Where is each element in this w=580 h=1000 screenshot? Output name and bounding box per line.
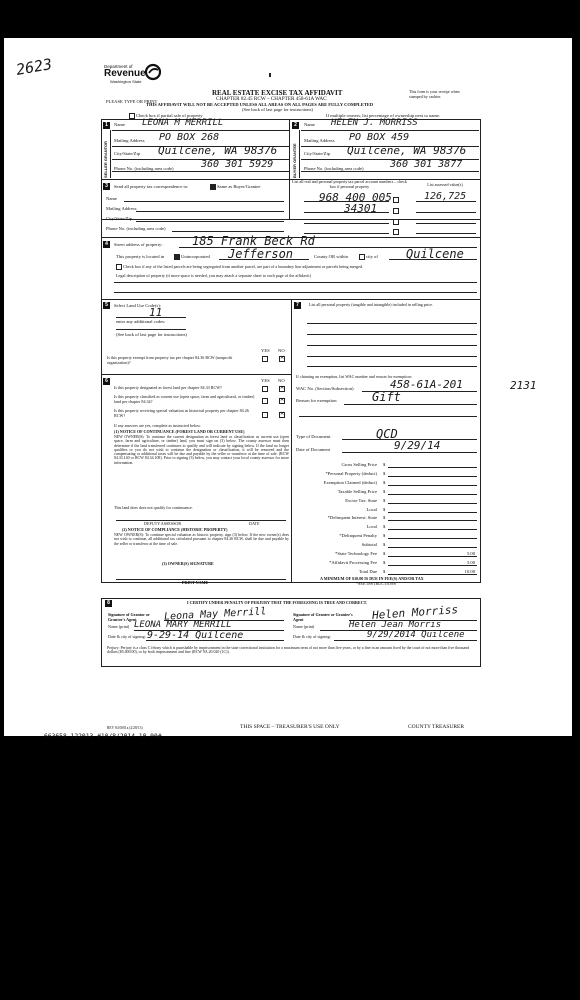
dollar-sign: $ bbox=[383, 533, 386, 539]
stray-mark bbox=[269, 73, 271, 77]
exemption-claim-label: If claiming an exemption, list WAC number and reason for exemption: bbox=[296, 374, 412, 379]
fee-label: Exemption Claimed (deduct) bbox=[323, 479, 377, 485]
grantor-print-name: LEONA MARY MERRILL bbox=[134, 620, 232, 630]
fee-label: Subtotal bbox=[361, 542, 377, 548]
qualify-text: This land does does not qualify for continuance. bbox=[114, 505, 193, 510]
historic-question: Is this property receiving special valuation as historical property per chapter 84.26 RCW? bbox=[114, 408, 249, 418]
sec3-mailing-label: Mailing Address bbox=[106, 206, 137, 211]
doc-date: 9/29/14 bbox=[394, 439, 441, 452]
dollar-sign: $ bbox=[383, 462, 386, 467]
assessed-value-1: 126,725 bbox=[424, 191, 467, 202]
dollar-sign: $ bbox=[383, 551, 386, 556]
personal-property-label: List all personal property (tangible and intangible) included in selling price. bbox=[309, 302, 434, 307]
parcel-number-2: 34301 bbox=[344, 202, 378, 215]
buyer-side-label: BUYER GRANTEE bbox=[292, 143, 297, 178]
doc-type: QCD bbox=[376, 427, 398, 441]
section-1-number: 1 bbox=[103, 122, 110, 129]
seller-city: Quilcene, WA 98376 bbox=[158, 144, 278, 157]
owner-signature-label: (3) OWNER(S) SIGNATURE bbox=[162, 561, 214, 566]
parcel-pp-box-1[interactable] bbox=[393, 197, 399, 203]
fee-row bbox=[302, 498, 477, 506]
dollar-sign: $ bbox=[383, 559, 386, 565]
assessed-header: List assessed value(s) bbox=[427, 182, 463, 187]
buyer-name: HELEN J. MORRISS bbox=[331, 118, 418, 128]
historic-yes-box[interactable] bbox=[262, 412, 268, 418]
fee-label: Total Due bbox=[358, 568, 377, 574]
city-of-label: city of bbox=[366, 254, 378, 260]
assessor-date-label: DATE bbox=[249, 521, 260, 526]
unincorporated-label: Unincorporated bbox=[181, 254, 210, 260]
parcel-pp-box-2[interactable] bbox=[393, 208, 399, 214]
seller-mailing: PO BOX 268 bbox=[159, 132, 220, 143]
county-treasurer-label: COUNTY TREASURER bbox=[408, 724, 465, 730]
grantee-print-name: Helen Jean Morris bbox=[349, 620, 442, 630]
grantor-date-city: 9-29-14 Quilcene bbox=[147, 630, 244, 641]
agency-line2: Revenue bbox=[104, 68, 146, 79]
perjury-text: Perjury: Perjury is a class C felony which is punishable by imprisonment in the state correctional institution for a maximum term of not more than five years, or by a fine in an amount fixed by the court of not more than five thousand dollars ($5,000.00), or by both imprisonment and fine (RCW 9A.20.020 (1C)). bbox=[107, 646, 470, 655]
fee-row bbox=[302, 471, 477, 479]
current-use-question: Is this property classified as current use (open space, farm and agricultural, or timber) land per chapter 84.34? bbox=[114, 394, 255, 404]
buyer-city: Quilcene, WA 98376 bbox=[347, 144, 467, 157]
buyer-phone-label: Phone No. (including area code) bbox=[304, 166, 364, 171]
additional-codes-label: enter any additional codes: bbox=[116, 319, 166, 324]
dor-logo bbox=[104, 64, 164, 88]
grantee-date-label: Date & city of signing: bbox=[293, 634, 331, 639]
fee-value: 5.00 bbox=[466, 559, 475, 565]
grantee-sig-label: Signature of Grantee or Grantee's Agent bbox=[293, 612, 353, 622]
doc-type-label: Type of Document bbox=[296, 434, 331, 439]
fee-label: *Affidavit Processing Fee bbox=[329, 559, 377, 565]
sec6-instructions: If any answers are yes, complete as instructed below. bbox=[114, 423, 201, 428]
land-use-see-back: (See back of last page for instructions) bbox=[116, 332, 187, 337]
dollar-sign: $ bbox=[383, 542, 386, 548]
exempt-no-box[interactable]: ✕ bbox=[280, 356, 285, 361]
fee-label: *State Technology Fee bbox=[335, 551, 377, 556]
fee-label: *Delinquent Penalty bbox=[339, 533, 377, 539]
buyer-city-label: City/State/Zip bbox=[304, 151, 331, 156]
buyer-name-label: Name bbox=[304, 122, 315, 127]
agency-line1: Department of bbox=[104, 64, 133, 69]
notice2-title: (2) NOTICE OF COMPLIANCE (HISTORIC PROPERTY) bbox=[122, 527, 228, 532]
partial-sale-label: Check box if partial sale of property bbox=[136, 113, 203, 119]
buyer-mailing-label: Mailing Address bbox=[304, 138, 335, 143]
receipt-note: This form is your receipt when stamped by cashier. bbox=[409, 89, 460, 99]
sec3-city-label: City/State/Zip bbox=[106, 216, 133, 221]
notice2-body: NEW OWNER(S): To continue special valuation as historic property, sign (3) below. If the new owner(s) does not wish to continue, all additional tax calculated pursuant to chapter 84.26 RCW, shall be due and payable by the seller or transferor at the time of sale. bbox=[114, 533, 289, 546]
doc-date-label: Date of Document bbox=[296, 447, 330, 452]
parcel-pp-box-3[interactable] bbox=[393, 219, 399, 225]
fee-row bbox=[302, 489, 477, 497]
sec6-no-header: NO bbox=[278, 378, 285, 383]
recording-stamp: 663658 122013 #10/8/2014 10.00# bbox=[44, 733, 162, 740]
fee-row bbox=[302, 560, 477, 568]
legal-desc-label: Legal description of property (if more space is needed, you may attach a separate sheet to each page of the affidavit) bbox=[116, 273, 311, 278]
county-name: Jefferson bbox=[228, 247, 294, 261]
fee-row bbox=[302, 533, 477, 541]
unincorporated-check[interactable] bbox=[174, 254, 210, 260]
dollar-sign: $ bbox=[383, 479, 386, 485]
buyer-mailing: PO BOX 459 bbox=[349, 132, 410, 143]
print-name-label: PRINT NAME bbox=[182, 580, 209, 585]
agency-line3: Washington State bbox=[110, 79, 142, 84]
seller-city-label: City/State/Zip bbox=[114, 151, 141, 156]
notice1-title: (1) NOTICE OF CONTINUANCE (FOREST LAND OR CURRENT USE) bbox=[114, 429, 245, 434]
segregated-check[interactable] bbox=[116, 264, 363, 270]
historic-no-box[interactable]: ✕ bbox=[280, 412, 285, 417]
section-3-number: 3 bbox=[103, 183, 110, 190]
land-use-code: 11 bbox=[149, 306, 163, 319]
section-5-number: 5 bbox=[103, 302, 110, 309]
rev-number: REV 84 0001a (2/28/13) bbox=[107, 726, 143, 730]
minimum-due-note: A MINIMUM OF $10.00 IS DUE IN FEE(S) AND/OR TAX bbox=[320, 576, 424, 581]
see-instructions: (See back of last page for instructions) bbox=[242, 107, 313, 112]
exempt-yes-box[interactable] bbox=[262, 356, 268, 362]
fee-row bbox=[302, 515, 477, 523]
wac-number: 458-61A-201 bbox=[390, 378, 463, 391]
see-instructions-note: *SEE INSTRUCTIONS bbox=[356, 581, 396, 586]
affidavit-page bbox=[4, 38, 572, 740]
dollar-sign: $ bbox=[383, 506, 386, 512]
fee-label: Taxable Selling Price bbox=[337, 488, 377, 494]
fee-label: *Delinquent Interest: State bbox=[327, 515, 377, 521]
city-of-check[interactable] bbox=[359, 254, 378, 260]
seller-side-label: SELLER GRANTOR bbox=[103, 140, 108, 178]
section-2-number: 2 bbox=[292, 122, 299, 129]
sec3-name-label: Name bbox=[106, 196, 117, 201]
sec5-no-header: NO bbox=[278, 348, 285, 353]
fee-value: 5.00 bbox=[466, 551, 475, 556]
fee-label: Excise Tax: State bbox=[345, 497, 377, 503]
forest-yes-box[interactable] bbox=[262, 386, 268, 392]
send-correspondence-label: Send all property tax correspondence to: bbox=[114, 184, 189, 189]
seller-name: LEONA M MERRILL bbox=[142, 118, 224, 128]
exempt-question: Is this property exempt from property tax per chapter 84.36 RCW (nonprofit organization)? bbox=[107, 355, 233, 365]
buyer-phone: 360 301 3877 bbox=[390, 159, 463, 170]
grantee-date-city: 9/29/2014 Quilcene bbox=[367, 630, 465, 640]
wac-label: WAC No. (Section/Subsection) bbox=[296, 386, 354, 391]
sec5-yes-header: YES bbox=[261, 348, 270, 353]
same-as-buyer-check[interactable] bbox=[210, 184, 260, 190]
wac-margin-number: 2131 bbox=[510, 379, 537, 392]
city-name: Quilcene bbox=[406, 247, 464, 261]
dollar-sign: $ bbox=[383, 515, 386, 521]
certify-text: I CERTIFY UNDER PENALTY OF PERJURY THAT THE FOREGOING IS TRUE AND CORRECT. bbox=[187, 600, 368, 605]
street-address: 185 Frank Beck Rd bbox=[192, 234, 315, 248]
parcel-number-1: 968 400 005 bbox=[319, 191, 392, 204]
current-use-yes-box[interactable] bbox=[262, 398, 268, 404]
same-as-buyer-label: Same as Buyer/Grantee bbox=[217, 184, 261, 190]
form-title: REAL ESTATE EXCISE TAX AFFIDAVIT bbox=[212, 89, 343, 97]
dollar-sign: $ bbox=[383, 524, 386, 530]
fee-row bbox=[302, 551, 477, 559]
grantee-signature: Helen Morriss bbox=[371, 603, 459, 622]
located-label: This property is located in bbox=[116, 254, 165, 259]
section-7-number: 7 bbox=[294, 302, 301, 309]
reason-value: Gift bbox=[372, 390, 401, 404]
street-label: Street address of property: bbox=[114, 242, 163, 247]
section-6-number: 6 bbox=[103, 378, 110, 385]
fee-value: 10.00 bbox=[464, 568, 475, 574]
fee-row bbox=[302, 462, 477, 470]
dollar-sign: $ bbox=[383, 497, 386, 503]
county-or-within-label: County OR within bbox=[314, 254, 348, 259]
grantor-sig-label: Signature of Grantor or Grantor's Agent bbox=[108, 612, 150, 622]
reason-label: Reason for exemption bbox=[296, 398, 337, 403]
fee-label: Local bbox=[366, 524, 377, 530]
seller-mailing-label: Mailing Address bbox=[114, 138, 145, 143]
grantor-signature: Leona May Merrill bbox=[163, 606, 267, 623]
parcel-header: List all real and personal property tax parcel account numbers – check box if personal property bbox=[292, 179, 407, 189]
current-use-no-box[interactable]: ✕ bbox=[280, 398, 285, 403]
parcel-pp-box-4[interactable] bbox=[393, 229, 399, 235]
grantor-name-label: Name (print) bbox=[108, 624, 130, 629]
seller-phone: 360 301 5929 bbox=[201, 159, 274, 170]
fee-row bbox=[302, 480, 477, 488]
dollar-sign: $ bbox=[383, 470, 386, 476]
deputy-assessor-label: DEPUTY ASSESSOR bbox=[144, 521, 182, 526]
form-subtitle: CHAPTER 82.45 RCW – CHAPTER 458-61A WAC bbox=[216, 96, 327, 102]
dor-swirl-icon bbox=[144, 64, 162, 80]
dollar-sign: $ bbox=[383, 488, 386, 494]
seller-name-label: Name bbox=[114, 122, 125, 127]
section-4-number: 4 bbox=[103, 241, 110, 248]
multiple-owners-note: If multiple owners, list percentage of ownership next to name. bbox=[326, 113, 441, 118]
not-accepted-note: THIS AFFIDAVIT WILL NOT BE ACCEPTED UNLESS ALL AREAS ON ALL PAGES ARE FULLY COMPLETED bbox=[146, 102, 374, 107]
forest-land-question: Is this property designated as forest land per chapter 84.33 RCW? bbox=[114, 385, 222, 390]
fee-label: *Personal Property (deduct) bbox=[325, 470, 377, 476]
sec6-yes-header: YES bbox=[261, 378, 270, 383]
land-use-label: Select Land Use Code(s): bbox=[114, 303, 162, 308]
fee-label: Local bbox=[366, 506, 377, 512]
forest-no-box[interactable]: ✕ bbox=[280, 386, 285, 391]
grantee-name-label: Name (print) bbox=[293, 624, 315, 629]
fee-row bbox=[302, 542, 477, 550]
fee-label: Gross Selling Price bbox=[341, 462, 377, 467]
sec3-phone-label: Phone No. (including area code) bbox=[106, 226, 166, 231]
seller-phone-label: Phone No. (including area code) bbox=[114, 166, 174, 171]
treasurer-space-label: THIS SPACE – TREASURER'S USE ONLY bbox=[240, 724, 340, 730]
fee-row bbox=[302, 524, 477, 532]
segregated-label: Check box if any of the listed parcels are being segregated from another parcel, are part of a boundary line adjustment or parcels being merged. bbox=[123, 264, 364, 269]
margin-note: 2623 bbox=[14, 55, 54, 79]
dollar-sign: $ bbox=[383, 568, 386, 574]
notice1-body: NEW OWNER(S): To continue the current designation as forest land or classification as current use (open space, farm and agriculture, or timber) land, you must sign on (3) below. The county assessor must then determine if the land transferred continues to qualify and will indicate by signing below. If the land no longer qualifies or you do not wish to continue the designation or classification, it will be removed and the compensating or additional taxes will be due and payable by the seller or transferor at the time of sale. (RCW 84.33.140 or RCW 84.34.108). Prior to signing (3) below, you may contact your local county assessor for more information. bbox=[114, 435, 289, 465]
fee-row bbox=[302, 507, 477, 515]
grantor-date-label: Date & city of signing: bbox=[108, 634, 146, 639]
type-or-print: PLEASE TYPE OR PRINT bbox=[106, 99, 158, 104]
section-8-number: 8 bbox=[105, 600, 112, 607]
